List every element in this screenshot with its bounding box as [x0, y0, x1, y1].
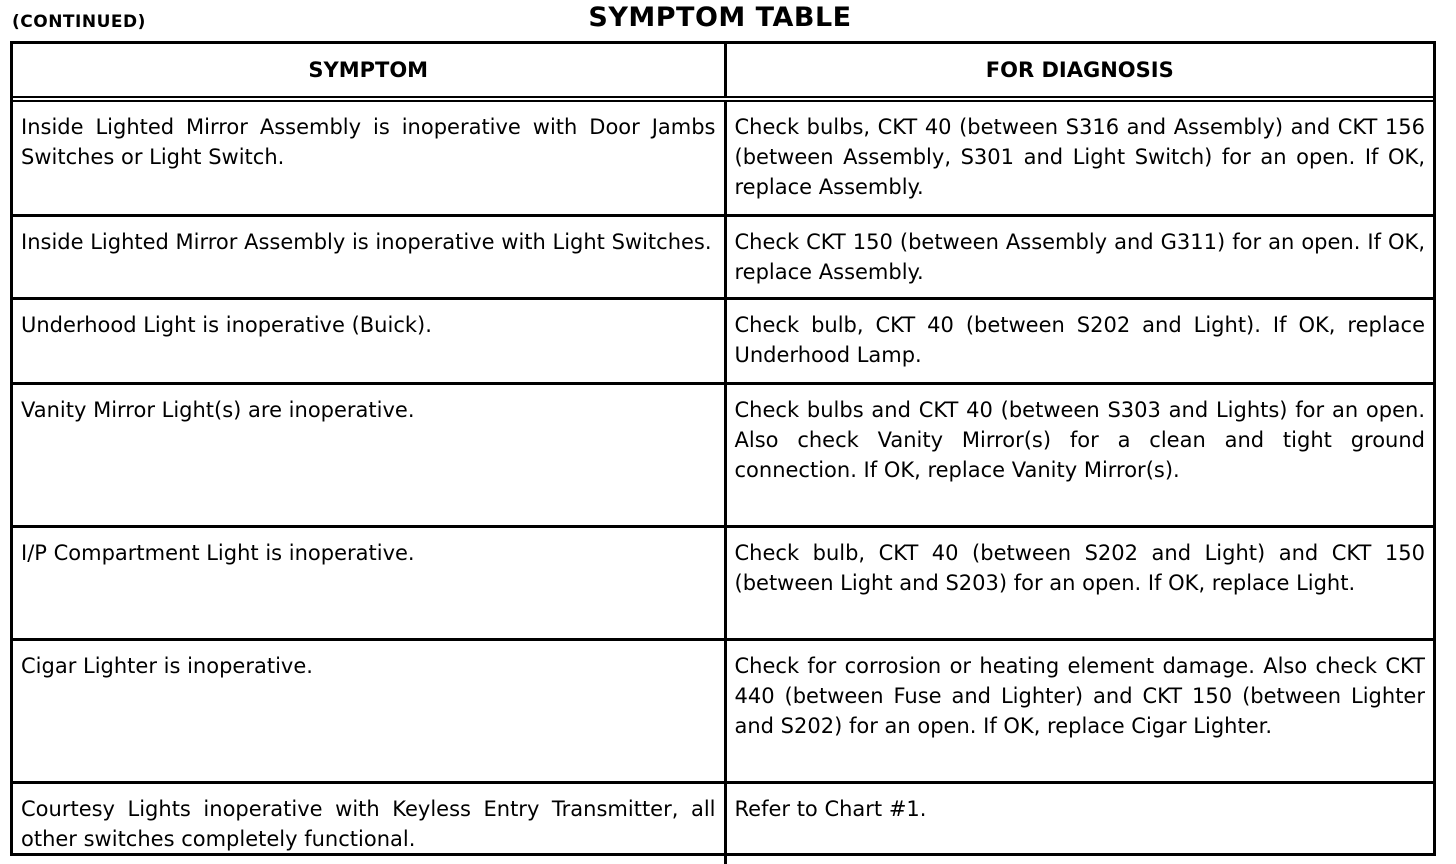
symptom-cell: Inside Lighted Mirror Assembly is inoperative with Light Switches.	[13, 216, 725, 299]
symptom-cell: I/P Compartment Light is inoperative.	[13, 527, 725, 640]
table-row	[13, 384, 1433, 527]
symptom-cell: Vanity Mirror Light(s) are inoperative.	[13, 384, 725, 527]
table-row	[13, 527, 1433, 640]
diagnosis-cell: Check CKT 150 (between Assembly and G311) for an open. If OK, replace Assembly.	[725, 216, 1433, 299]
table-row	[13, 299, 1433, 384]
symptom-cell: Inside Lighted Mirror Assembly is inoperative with Door Jambs Switches or Light Switch.	[13, 99, 725, 216]
column-header-symptom: SYMPTOM	[13, 44, 725, 99]
symptom-cell: Courtesy Lights inoperative with Keyless Entry Transmitter, all other switches completely functional.	[13, 783, 725, 864]
diagnosis-cell: Check bulb, CKT 40 (between S202 and Light). If OK, replace Underhood Lamp.	[725, 299, 1433, 384]
table-header-row	[13, 44, 1433, 99]
column-header-diagnosis: FOR DIAGNOSIS	[725, 44, 1433, 99]
symptom-cell: Cigar Lighter is inoperative.	[13, 640, 725, 783]
table-row	[13, 783, 1433, 864]
diagnosis-cell: Check for corrosion or heating element damage. Also check CKT 440 (between Fuse and Lighter) and CKT 150 (between Lighter and S202) for an open. If OK, replace Cigar Lighter.	[725, 640, 1433, 783]
symptom-cell: Underhood Light is inoperative (Buick).	[13, 299, 725, 384]
table-row	[13, 99, 1433, 216]
diagnosis-cell: Refer to Chart #1.	[734, 797, 927, 821]
continued-label: (CONTINUED)	[12, 12, 146, 32]
table-row	[13, 640, 1433, 783]
page-title: SYMPTOM TABLE	[588, 2, 852, 33]
table-row	[13, 216, 1433, 299]
diagnosis-cell: Check bulbs, CKT 40 (between S316 and Assembly) and CKT 156 (between Assembly, S301 and Light Switch) for an open. If OK, replace Assembly.	[725, 99, 1433, 216]
diagnosis-cell: Check bulb, CKT 40 (between S202 and Light) and CKT 150 (between Light and S203) for an open. If OK, replace Light.	[725, 527, 1433, 640]
symptom-table	[13, 44, 1433, 864]
diagnosis-cell: Check bulbs and CKT 40 (between S303 and Lights) for an open. Also check Vanity Mirror(s) for a clean and tight ground connection. If OK, replace Vanity Mirror(s).	[725, 384, 1433, 527]
symptom-table-frame	[10, 41, 1436, 856]
